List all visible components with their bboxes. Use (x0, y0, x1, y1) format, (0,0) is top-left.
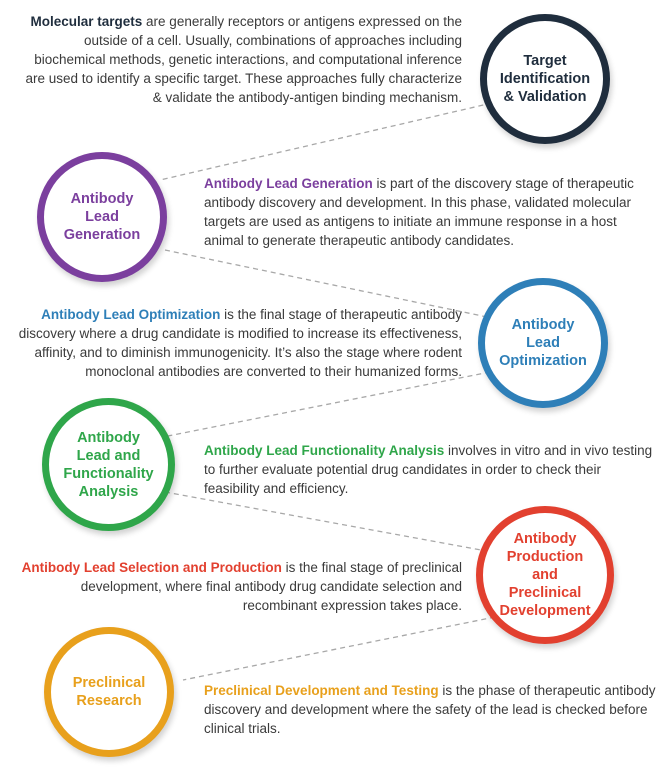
stage-circle-label: Antibody Lead and Functionality Analysis (63, 429, 154, 500)
stage-description-lead-optimization (14, 305, 462, 381)
stage-circle-label: Target Identification & Validation (499, 53, 591, 105)
stage-description-functionality-analysis (204, 441, 660, 498)
stage-lead-term: Antibody Lead Functionality Analysis (204, 443, 445, 458)
stage-text: are generally receptors or antigens expressed on the outside of a cell. Usually, combinations of approaches including biochemical methods, genetic interactions, and computational inference are used to identify a specific target. These approaches fully characterize & validate the antibody-antigen binding mechanism. (25, 14, 462, 105)
connector-5-6 (183, 617, 495, 680)
stage-circle-label: Antibody Production and Preclinical Development (499, 531, 591, 619)
stage-circle-production-preclinical (476, 506, 614, 644)
stage-circle-preclinical-research (44, 627, 174, 757)
stage-circle-lead-generation (37, 152, 167, 282)
stage-text: is the final stage of preclinical development, where final antibody drug candidate selection and recombinant expression takes place. (80, 560, 462, 613)
stage-lead-term: Molecular targets (30, 14, 143, 29)
stage-circle-lead-optimization (478, 278, 608, 408)
stage-text: involves in vitro and in vivo testing to further evaluate potential drug candidates in order to check their feasibility and efficiency. (204, 443, 653, 496)
stage-circle-target-identification (480, 14, 610, 144)
stage-lead-term: Antibody Lead Optimization (41, 307, 221, 322)
stage-lead-term: Antibody Lead Generation (204, 176, 373, 191)
stage-description-target-identification (14, 12, 462, 107)
stage-description-preclinical-research (204, 681, 656, 738)
connector-1-2 (160, 103, 492, 180)
connector-4-5 (165, 492, 492, 552)
stage-circle-label: Preclinical Research (72, 675, 146, 709)
stage-description-production-preclinical (14, 558, 462, 615)
stage-circle-label: Antibody Lead Generation (63, 191, 141, 243)
stage-text: is part of the discovery stage of therapeutic antibody discovery and development. In this phase, validated molecular targets are used as antigens to initiate an immune response in a host animal to generate therapeutic antibody candidates. (204, 176, 634, 248)
stage-text: is the phase of therapeutic antibody discovery and development where the safety of the lead is checked before clinical trials. (204, 683, 656, 736)
stage-circle-functionality-analysis (42, 398, 175, 531)
connector-3-4 (168, 372, 490, 436)
stage-text: is the final stage of therapeutic antibody discovery where a drug candidate is modified to increase its effectiveness, affinity, and to diminish immunogenicity. It’s also the stage where rodent monoclonal antibodies are converted to their humanized forms. (18, 307, 462, 379)
stage-description-lead-generation (204, 174, 656, 250)
stage-lead-term: Preclinical Development and Testing (204, 683, 439, 698)
stage-circle-label: Antibody Lead Optimization (499, 317, 587, 369)
stage-lead-term: Antibody Lead Selection and Production (21, 560, 282, 575)
